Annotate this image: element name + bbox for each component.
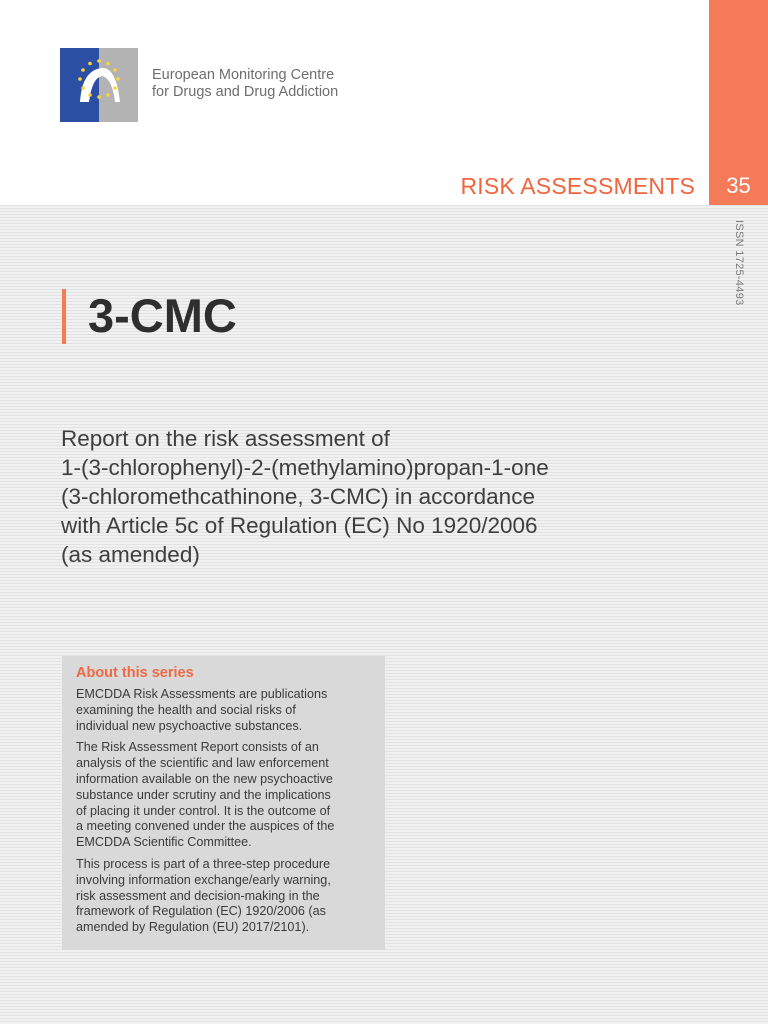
- org-name-line-2: for Drugs and Drug Addiction: [152, 84, 339, 100]
- subtitle-line: Report on the risk assessment of: [61, 426, 390, 451]
- about-line: individual new psychoactive substances.: [76, 718, 303, 733]
- about-line: analysis of the scientific and law enforcement: [76, 756, 329, 771]
- about-line: amended by Regulation (EU) 2017/2101).: [76, 920, 310, 935]
- about-paragraph-3: [76, 857, 371, 936]
- org-name-line-1: European Monitoring Centre: [152, 67, 335, 83]
- series-number: 35: [726, 173, 751, 198]
- about-paragraph-2: [76, 740, 371, 851]
- cover-header: [0, 0, 768, 205]
- page-title: 3-CMC: [88, 289, 237, 342]
- subtitle-line: with Article 5c of Regulation (EC) No 1920/2006: [61, 513, 538, 538]
- emcdda-logo: [60, 48, 138, 122]
- about-series-title: About this series: [76, 665, 194, 681]
- subtitle-line: (3-chloromethcathinone, 3-CMC) in accordance: [61, 484, 535, 509]
- about-line: The Risk Assessment Report consists of an: [76, 740, 319, 755]
- subtitle-line: 1-(3-chlorophenyl)-2-(methylamino)propan-1-one: [61, 455, 549, 480]
- about-line: risk assessment and decision-making in the: [76, 888, 320, 903]
- about-line: information available on the new psychoactive: [76, 771, 333, 786]
- about-line: This process is part of a three-step procedure: [76, 856, 331, 871]
- about-line: involving information exchange/early warning,: [76, 872, 331, 887]
- about-line: of placing it under control. It is the outcome of: [76, 803, 331, 818]
- subtitle-line: (as amended): [61, 542, 200, 567]
- about-line: EMCDDA Scientific Committee.: [76, 835, 252, 850]
- about-line: framework of Regulation (EC) 1920/2006 (as: [76, 904, 326, 919]
- report-subtitle: [61, 424, 681, 569]
- about-line: examining the health and social risks of: [76, 702, 296, 717]
- about-line: EMCDDA Risk Assessments are publications: [76, 687, 328, 701]
- about-paragraph-1: [76, 687, 371, 734]
- about-line: substance under scrutiny and the implications: [76, 787, 331, 802]
- series-title: RISK ASSESSMENTS: [460, 173, 695, 199]
- issn-label: ISSN 1725-4493: [733, 220, 745, 306]
- about-line: a meeting convened under the auspices of the: [76, 819, 335, 834]
- about-series-box: [62, 656, 385, 950]
- title-accent-bar: [62, 289, 66, 344]
- organisation-name: [152, 67, 338, 101]
